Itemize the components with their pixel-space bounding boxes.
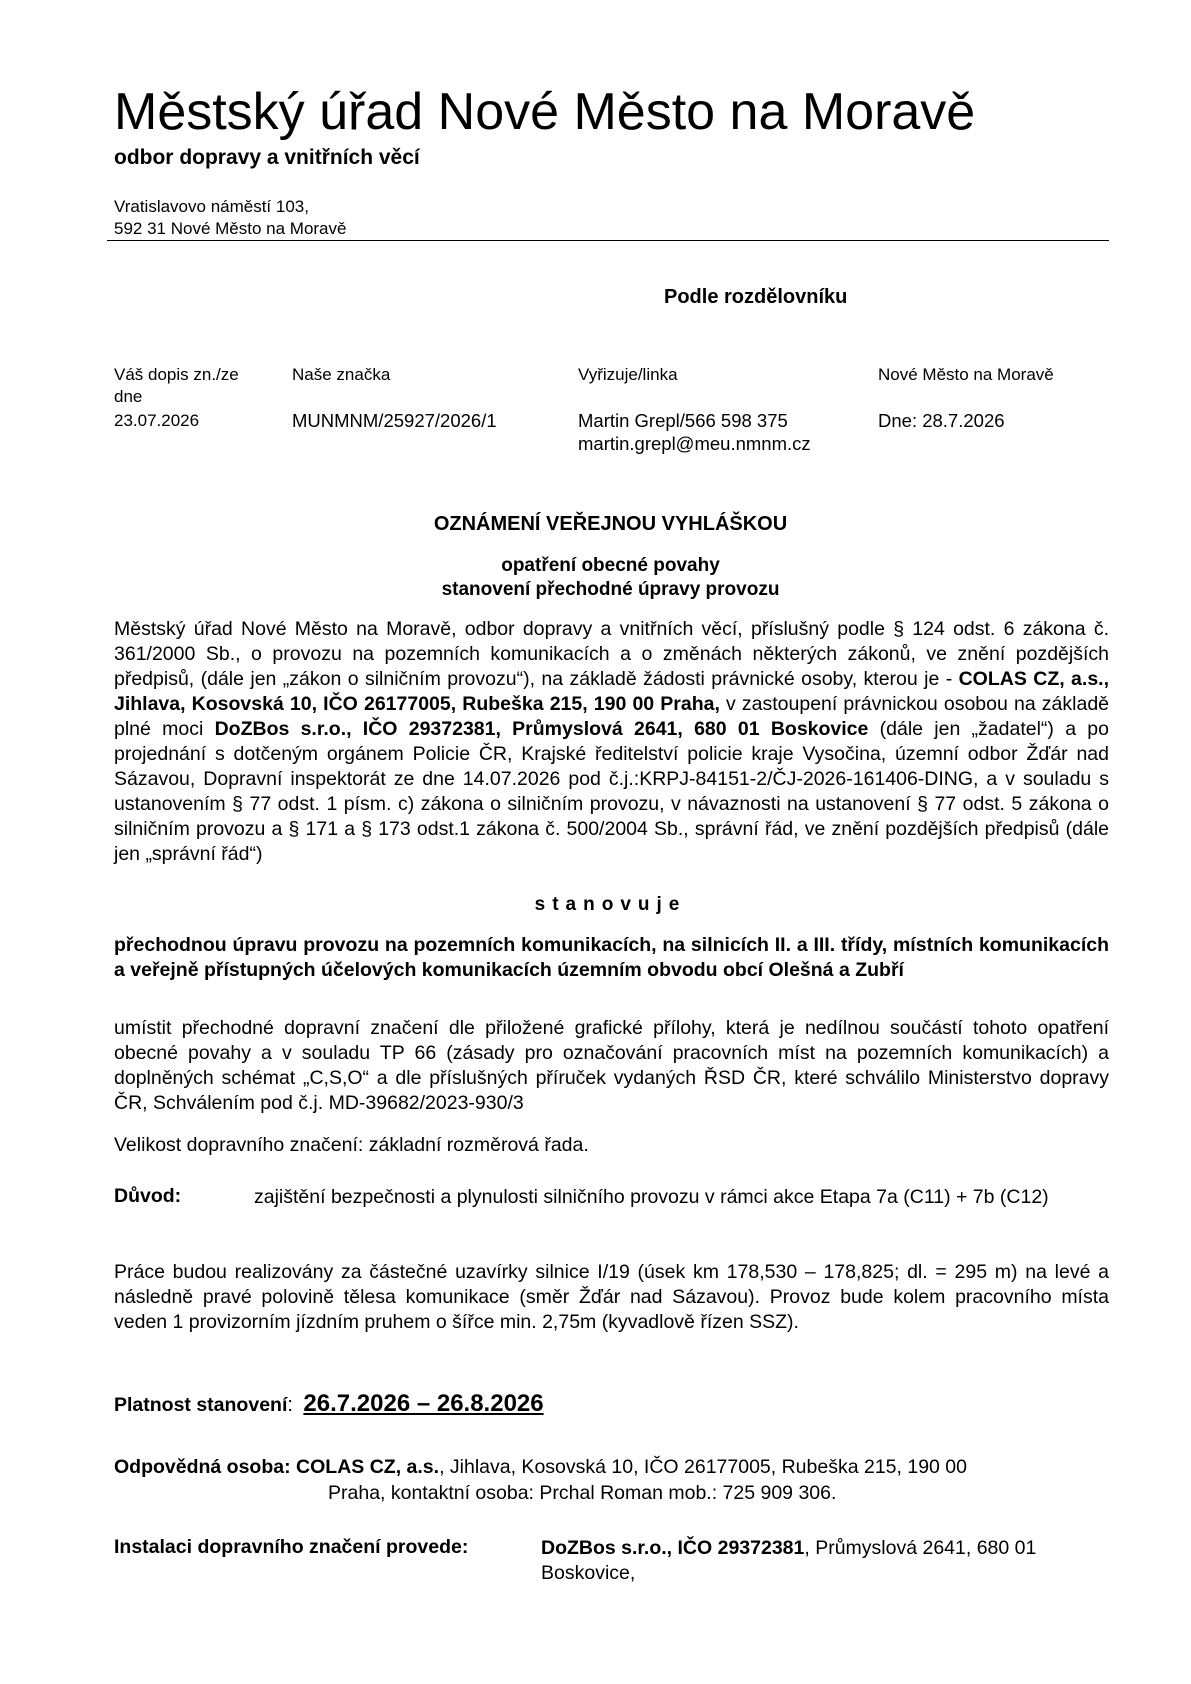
intro-text-c: v zastoupení právnickou osobou na základě plné moci bbox=[114, 693, 1110, 740]
validity-dates: 26.7.2026 – 26.8.2026 bbox=[303, 1390, 544, 1417]
intro-text-a: Městský úřad Nové Město na Moravě, odbor dopravy a vnitřních věcí, příslušný podle § 124 odst. 6 zákona č. 361/2000 Sb., o provozu na pozemních komunikacích a o změnách některých zákonů, ve znění pozdějších předpisů, (dále jen „zákon o silničním provozu“), na základě žádosti právnické osoby, kterou je - bbox=[114, 618, 1109, 690]
address-line-2: 592 31 Nové Město na Moravě bbox=[114, 219, 347, 238]
applicant-name: COLAS CZ, a.s., Jihlava, Kosovská 10, IČO 26177005, Rubeška 215, 190 00 Praha, bbox=[114, 668, 1109, 715]
validity-colon: : bbox=[287, 1394, 293, 1416]
representative-name: DoZBos s.r.o., IČO 29372381, Průmyslová 2641, 680 01 Boskovice bbox=[214, 718, 869, 740]
ref-place-label: Nové Město na Moravě bbox=[878, 365, 1054, 384]
reason-label: Důvod: bbox=[114, 1185, 182, 1207]
decision-word: stanovuje bbox=[534, 894, 687, 915]
department-name: odbor dopravy a vnitřních věcí bbox=[114, 146, 420, 169]
address-line-1: Vratislavovo náměstí 103, bbox=[114, 197, 309, 216]
header-divider bbox=[107, 240, 1109, 241]
responsible-label: Odpovědná osoba: bbox=[114, 1456, 291, 1478]
install-company-row bbox=[541, 1536, 1036, 1561]
responsible-company: COLAS CZ, a.s. bbox=[296, 1456, 440, 1478]
reason-text: zajištění bezpečnosti a plynulosti silničního provozu v rámci akce Etapa 7a (C11) + 7b (C12) bbox=[254, 1186, 1049, 1208]
intro-paragraph bbox=[114, 617, 1109, 867]
intro-text-e: (dále jen „žadatel“) a po projednání s dotčeným orgánem Policie ČR, Krajské ředitelství policie kraje Vysočina, územní odbor Žďár nad Sázavou, Dopravní inspektorát ze dne 14.07.2026 pod č.j.:KRPJ-84151-2/ČJ-2026-161406-DING, a v souladu s ustanovením § 77 odst. 1 písm. c) zákona o silničním provozu, v návaznosti na ustanovení § 77 odst. 5 zákona o silničním provozu a § 171 a § 173 odst.1 zákona č. 500/2004 Sb., správní řád, ve znění pozdějších předpisů (dále jen „správní řád“) bbox=[114, 718, 1109, 865]
responsible-row bbox=[114, 1455, 967, 1480]
responsible-address: , Jihlava, Kosovská 10, IČO 26177005, Rubeška 215, 190 00 bbox=[439, 1456, 967, 1478]
document-title: OZNÁMENÍ VEŘEJNOU VYHLÁŠKOU bbox=[433, 513, 788, 535]
ref-our-mark-label: Naše značka bbox=[292, 365, 391, 384]
install-city: Boskovice, bbox=[541, 1562, 636, 1584]
ref-our-mark-value: MUNMNM/25927/2026/1 bbox=[292, 410, 497, 431]
ref-date-value: Dne: 28.7.2026 bbox=[878, 410, 1005, 431]
validity-row bbox=[114, 1390, 544, 1418]
validity-label: Platnost stanovení bbox=[114, 1394, 288, 1416]
works-paragraph: Práce budou realizovány za částečné uzavírky silnice I/19 (úsek km 178,530 – 178,825; dl. = 295 m) na levé a následně pravé polovině tělesa komunikace (směr Žďár nad Sázavou). Provoz bude kolem pracovního místa veden 1 provizorním jízdním pruhem o šířce min. 2,75m (kyvadlově řízen SSZ). bbox=[114, 1261, 1109, 1333]
ref-handler-label: Vyřizuje/linka bbox=[578, 365, 678, 384]
ref-your-letter-label-2: dne bbox=[114, 387, 143, 406]
size-paragraph: Velikost dopravního značení: základní rozměrová řada. bbox=[114, 1134, 589, 1156]
ref-your-letter-label: Váš dopis zn./ze bbox=[114, 365, 239, 384]
install-company: DoZBos s.r.o., IČO 29372381 bbox=[541, 1537, 805, 1559]
install-address: , Průmyslová 2641, 680 01 bbox=[804, 1537, 1037, 1559]
responsible-contact: Praha, kontaktní osoba: Prchal Roman mob.: 725 909 306. bbox=[328, 1482, 837, 1504]
install-label: Instalaci dopravního značení provede: bbox=[114, 1536, 469, 1558]
document-subtitle-1: opatření obecné povahy bbox=[501, 555, 720, 576]
ref-handler-email: martin.grepl@meu.nmnm.cz bbox=[578, 433, 811, 454]
placement-paragraph: umístit přechodné dopravní značení dle přiložené grafické přílohy, která je nedílnou součástí tohoto opatření obecné povahy a v souladu TP 66 (zásady pro označování pracovních míst na pozemních komunikacích) a doplněných schémat „C,S,O“ a dle příslušných příruček vydaných ŘSD ČR, které schválilo Ministerstvo dopravy ČR, Schválením pod č.j. MD-39682/2023-930/3 bbox=[114, 1017, 1109, 1114]
ref-handler-value: Martin Grepl/566 598 375 bbox=[578, 410, 788, 431]
recipient: Podle rozdělovníku bbox=[664, 286, 848, 308]
subject-paragraph: přechodnou úpravu provozu na pozemních komunikacích, na silnicích II. a III. třídy, místních komunikacích a veřejně přístupných účelových komunikacích územním obvodu obcí Olešná a Zubří bbox=[114, 934, 1109, 981]
document-subtitle-2: stanovení přechodné úpravy provozu bbox=[441, 579, 780, 600]
office-title: Městský úřad Nové Město na Moravě bbox=[114, 83, 976, 141]
ref-your-letter-value: 23.07.2026 bbox=[114, 411, 200, 430]
